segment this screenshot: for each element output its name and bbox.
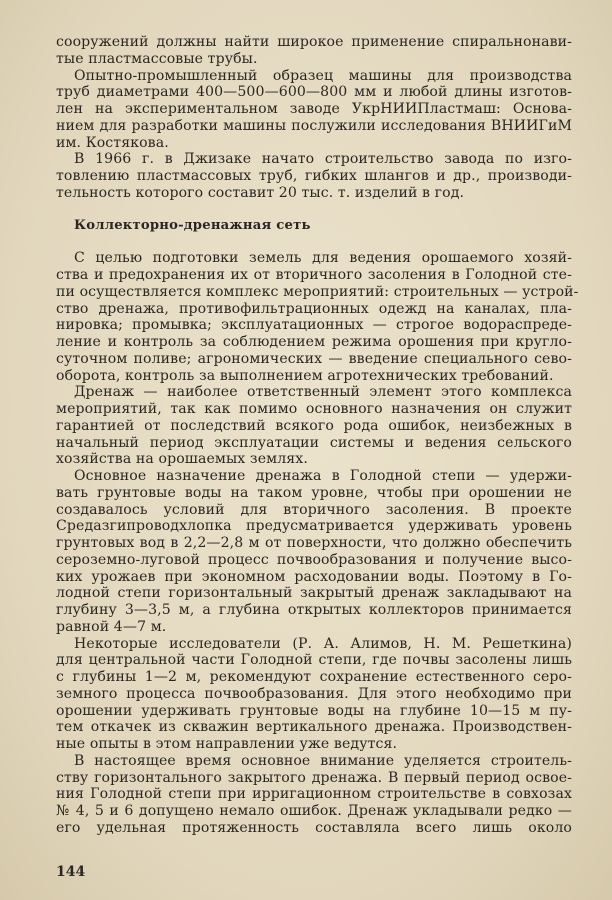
paragraph-8 <box>56 753 572 837</box>
text-line: гарантией от последствий всякого рода ошибок, неизбежных в <box>56 417 572 434</box>
text-line: ные опыты в этом направлении уже ведутся. <box>56 736 398 752</box>
text-line: грунтовых вод в 2,2—2,8 м от поверхности, что должно обеспечить <box>56 535 572 551</box>
text-line: сероземно-луговой процесс почвообразования и получение высо- <box>56 551 572 568</box>
text-line: тем откачек из скважин вертикального дренажа. Производствен- <box>56 719 572 736</box>
text-line: ление и контроль за соблюдением режима орошения при кругло- <box>56 334 572 350</box>
paragraph-1 <box>56 34 572 68</box>
text-line: хозяйства на орошаемых землях. <box>56 451 308 468</box>
text-line: орошении удерживать грунтовые воды на глубине 10—15 м пу- <box>56 702 572 719</box>
text-line: сооружений должны найти широкое применение спиральнонави- <box>56 34 572 50</box>
text-line: земного процесса почвообразования. Для этого необходимо при <box>56 685 572 702</box>
text-line: тельность которого составит 20 тыс. т. изделий в год. <box>56 184 465 201</box>
text-line: ния Голодной степи при ирригационном строительстве в совхозах <box>56 786 572 803</box>
text-line: В настоящее время основное внимание уделяется строитель- <box>74 752 572 769</box>
paragraph-6 <box>56 468 572 636</box>
text-line: мероприятий, так как помимо основного назначения он служит <box>56 401 572 417</box>
text-line: для центральной части Голодной степи, где почвы засолены лишь <box>56 652 572 669</box>
text-line: товлению пластмассовых труб, гибких шлангов и др., производи- <box>56 168 572 184</box>
paragraph-5 <box>56 384 572 468</box>
text-line: им. Костякова. <box>56 134 169 151</box>
text-line: его удельная протяженность составляла всего лишь около <box>56 819 572 836</box>
text-line: глубину 3—3,5 м, а глубина открытых коллекторов принимается <box>56 602 572 618</box>
section-heading: Коллекторно-дренажная сеть <box>74 217 311 233</box>
text-line: равной 4—7 м. <box>56 618 167 635</box>
text-line: начальный период эксплуатации системы и ведения сельского <box>56 434 572 451</box>
paragraph-7 <box>56 636 572 753</box>
text-line: Дренаж — наиболее ответственный элемент этого комплекса <box>74 384 572 401</box>
page-number: 144 <box>56 864 86 880</box>
text-line: ких урожаев при экономном расходовании воды. Поэтому в Го- <box>56 568 572 585</box>
text-line: Некоторые исследователи (Р. А. Алимов, Н. М. Решеткина) <box>74 635 572 652</box>
text-line: ство дренажа, противофильтрационных одежд на каналах, пла- <box>56 300 572 317</box>
text-line: лен на экспериментальном заводе УкрНИИПластмаш: Основа- <box>56 101 572 117</box>
text-line: ства и предохранения их от вторичного засоления в Голодной сте- <box>56 267 572 283</box>
text-line: Основное назначение дренажа в Голодной степи — удержи- <box>74 468 572 484</box>
text-line: Опытно-промышленный образец машины для производства <box>74 67 572 84</box>
text-line: оборота, контроль за выполнением агротехнических требований. <box>56 367 554 384</box>
text-line: труб диаметрами 400—500—600—800 мм и любой длины изготов- <box>56 84 572 101</box>
text-line: пи осуществляется комплекс мероприятий: строительных — устрой- <box>56 283 579 300</box>
text-line: нировка; промывка; эксплуатационных — строгое водораспреде- <box>56 317 572 334</box>
text-line: вать грунтовые воды на таком уровне, чтобы при орошении не <box>56 484 572 501</box>
text-line: лодной степи горизонтальный закрытый дренаж закладывают на <box>56 585 572 602</box>
paragraph-2 <box>56 68 572 152</box>
page-text <box>56 34 579 837</box>
text-line: нием для разработки машины послужили исследования ВНИИГиМ <box>56 117 572 134</box>
text-line: № 4, 5 и 6 допущено немало ошибок. Дренаж укладывали редко — <box>56 803 572 819</box>
text-line: С целью подготовки земель для ведения орошаемого хозяй- <box>74 250 572 267</box>
text-line: тые пластмассовые трубы. <box>56 50 258 67</box>
text-line: Средазгипроводхлопка предусматривается удерживать уровень <box>56 518 572 535</box>
paragraph-3 <box>56 151 572 201</box>
text-line: суточном поливе; агрономических — введение специального сево- <box>56 350 572 367</box>
text-line: В 1966 г. в Джизаке начато строительство завода по изго- <box>74 151 572 168</box>
paragraph-4 <box>56 250 579 384</box>
text-line: создавалось условий для вторичного засоления. В проекте <box>56 501 572 518</box>
text-line: с глубины 1—2 м, рекомендуют сохранение естественного серо- <box>56 669 572 685</box>
text-line: ству горизонтального закрытого дренажа. В первый период освое- <box>56 769 572 786</box>
